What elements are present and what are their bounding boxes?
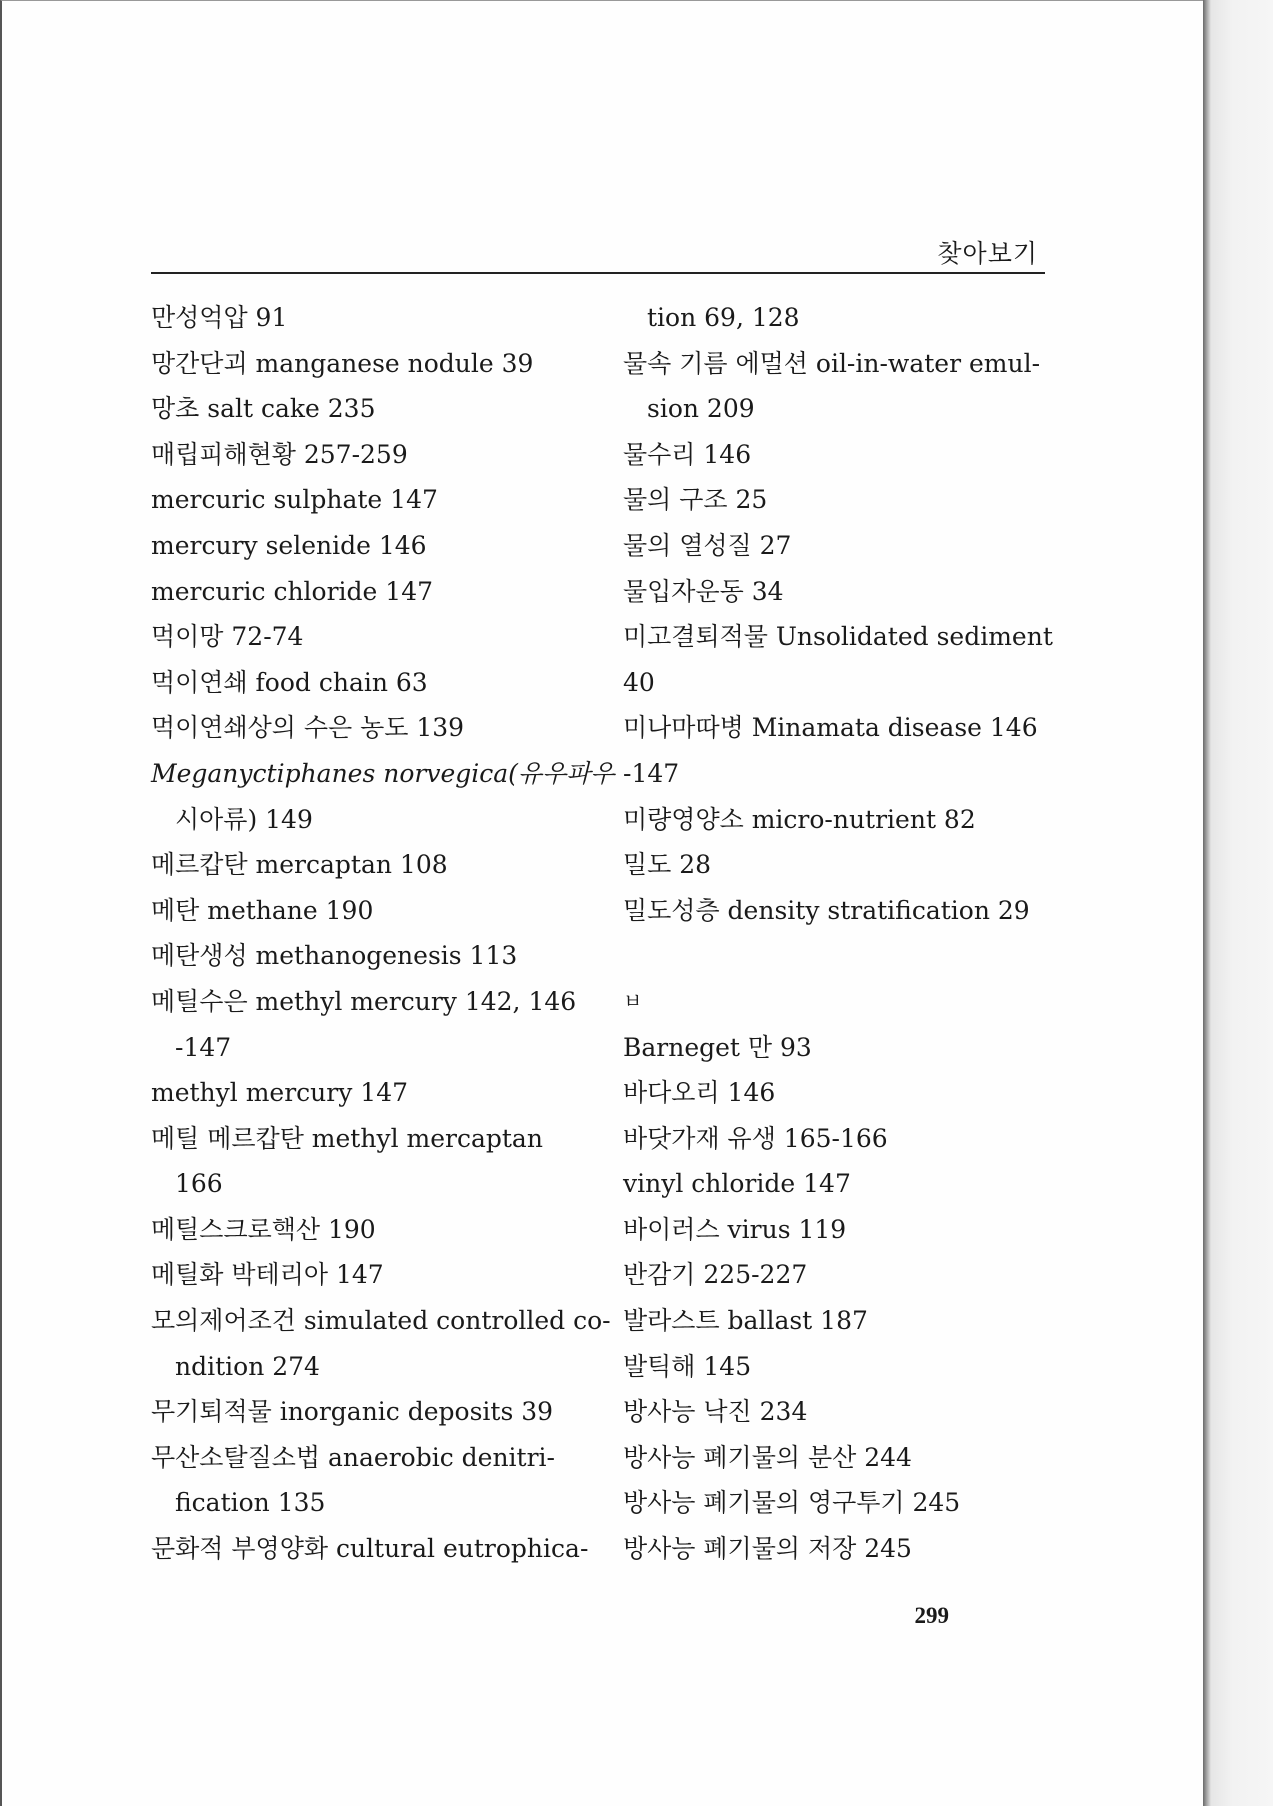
index-entry: 반감기 225-227 <box>623 1260 808 1290</box>
index-entry-continuation: sion 209 <box>647 394 755 424</box>
index-entry: 망간단괴 manganese nodule 39 <box>151 348 534 378</box>
index-entry: 메틸스크로핵산 190 <box>151 1214 376 1244</box>
index-entry: 메틸 메르캅탄 methyl mercaptan <box>151 1123 543 1153</box>
index-entry: 먹이연쇄상의 수은 농도 139 <box>151 713 465 743</box>
index-entry: 메탄생성 methanogenesis 113 <box>151 941 518 971</box>
index-entry: 물의 열성질 27 <box>623 530 792 560</box>
index-entry: 방사능 폐기물의 저장 245 <box>623 1534 912 1564</box>
index-entry: mercuric sulphate 147 <box>151 485 438 515</box>
index-entry: 문화적 부영양화 cultural eutrophica- <box>151 1534 589 1564</box>
index-entry: 물입자운동 34 <box>623 576 784 606</box>
index-entry-continuation: tion 69, 128 <box>647 303 800 332</box>
index-entry-continuation: 166 <box>175 1169 223 1199</box>
index-entry: 물수리 146 <box>623 439 752 469</box>
index-entry-continuation: 40 <box>623 667 655 697</box>
index-entry: mercuric chloride 147 <box>151 576 434 606</box>
index-entry-continuation: ndition 274 <box>175 1351 320 1381</box>
index-entry: vinyl chloride 147 <box>623 1169 851 1199</box>
index-entry: 무산소탈질소법 anaerobic denitri- <box>151 1442 555 1472</box>
index-entry: mercury selenide 146 <box>151 530 427 560</box>
index-entry: 메틸수은 methyl mercury 142, 146 <box>151 986 577 1016</box>
index-entry: 메르캅탄 mercaptan 108 <box>151 850 448 880</box>
index-entry: Meganyctiphanes norvegica(유우파우 <box>151 758 615 788</box>
index-entry: 먹이연쇄 food chain 63 <box>151 667 428 697</box>
index-entry: 바이러스 virus 119 <box>623 1214 847 1244</box>
index-column-right <box>623 295 1053 1572</box>
index-entry: 모의제어조건 simulated controlled co- <box>151 1306 611 1336</box>
index-entry: methyl mercury 147 <box>151 1078 409 1108</box>
index-entry: 미량영양소 micro-nutrient 82 <box>623 804 976 834</box>
index-entry: Barneget 만 93 <box>623 1032 812 1062</box>
blank-line <box>623 933 1048 979</box>
index-entry-continuation: 시아류) 149 <box>175 804 313 834</box>
index-entry: 방사능 낙진 234 <box>623 1397 808 1427</box>
index-entry: 메틸화 박테리아 147 <box>151 1260 384 1290</box>
index-entry: 무기퇴적물 inorganic deposits 39 <box>151 1397 554 1427</box>
index-entry-continuation: -147 <box>175 1032 232 1062</box>
index-entry: 만성억압 91 <box>151 303 288 332</box>
index-column-left <box>151 295 615 1572</box>
index-entry: 방사능 폐기물의 영구투기 245 <box>623 1488 961 1518</box>
index-entry: 밀도 28 <box>623 850 712 880</box>
index-entry: 물의 구조 25 <box>623 485 768 515</box>
index-entry: 미고결퇴적물 Unsolidated sediment <box>623 622 1053 652</box>
index-entry-continuation: fication 135 <box>175 1488 326 1518</box>
index-entry: 물속 기름 에멀션 oil-in-water emul- <box>623 348 1041 378</box>
page-edge-shadow <box>1203 0 1273 1806</box>
page-number: 299 <box>914 1603 949 1628</box>
index-entry: 망초 salt cake 235 <box>151 394 376 424</box>
index-entry: 바닷가재 유생 165-166 <box>623 1123 888 1153</box>
index-entry: 밀도성층 density stratification 29 <box>623 895 1030 925</box>
index-entry: 방사능 폐기물의 분산 244 <box>623 1442 912 1472</box>
index-entry: 먹이망 72-74 <box>151 622 304 652</box>
index-entry: 미나마따병 Minamata disease 146 <box>623 713 1038 743</box>
section-letter-heading: ㅂ <box>623 988 643 1013</box>
running-header: 찾아보기 <box>937 239 1038 268</box>
header-rule <box>151 272 1045 274</box>
index-entry: 발라스트 ballast 187 <box>623 1306 868 1336</box>
index-entry-continuation: -147 <box>623 758 680 788</box>
index-entry: 발틱해 145 <box>623 1351 752 1381</box>
index-entry: 메탄 methane 190 <box>151 895 374 925</box>
index-entry: 매립피해현황 257-259 <box>151 439 408 469</box>
index-entry: 바다오리 146 <box>623 1078 776 1108</box>
